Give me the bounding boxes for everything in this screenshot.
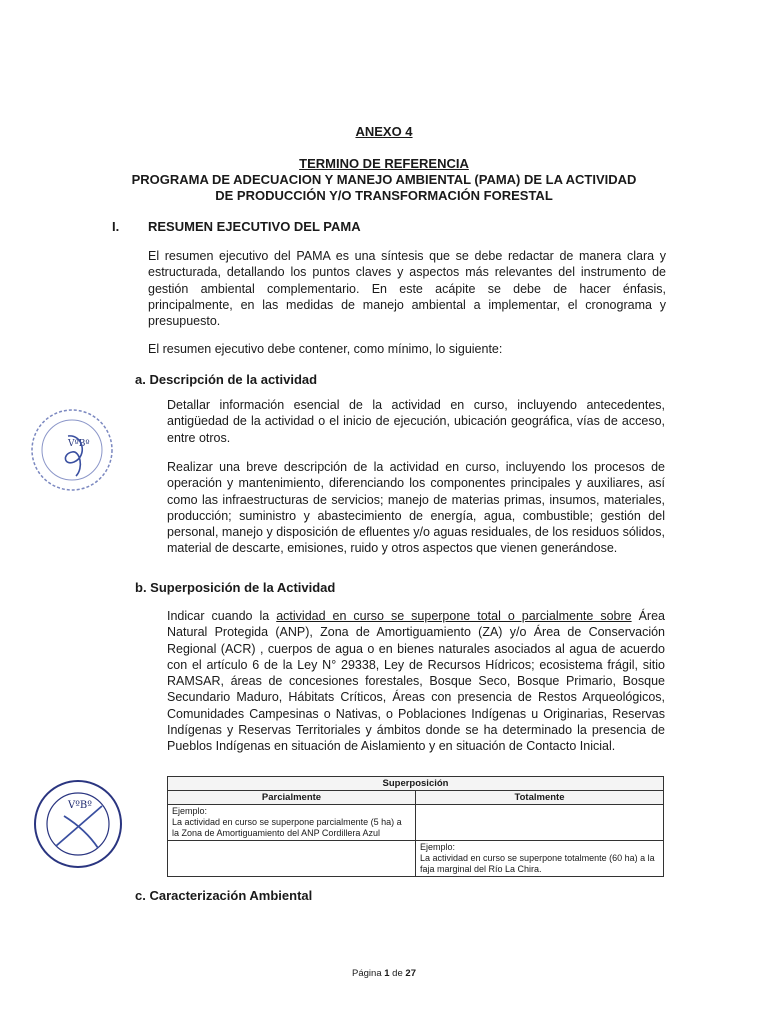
superposition-table: [167, 776, 664, 877]
table-row: [168, 805, 664, 841]
paragraph-text: Área Natural Protegida (ANP), Zona de Amortiguamiento (ZA) y/o Área de Conservación Regional (ACR) , cuerpos de agua o en bienes naturales asociados al agua de acuerdo con el artículo 6 de la Ley N° 29338, Ley de Recursos Hídricos; ecosistema frágil, sitio RAMSAR, áreas de concesiones forestales, Bosque Seco, Bosque Primario, Bosque Secundario Maduro, Hábitats Críticos, Áreas con presencia de Restos Arqueológicos, Comunidades Campesinas o Nativas, o Poblaciones Indígenas u Originarias, Reservas Indígenas y Reservas Territoriales y ámbitos donde se ha determinado la presencia de Pueblos Indígenas en situación de Aislamiento y en situación de Contacto Inicial.: [167, 609, 665, 754]
official-seal-stamp: [28, 406, 116, 494]
table-cell: [416, 805, 664, 841]
section-number: I.: [112, 219, 120, 234]
table-column-header-row: [168, 791, 664, 805]
example-text: La actividad en curso se superpone parcialmente (5 ha) a la Zona de Amortiguamiento del ANP Cordillera Azul: [172, 817, 402, 838]
document-subtitle-line1: PROGRAMA DE ADECUACION Y MANEJO AMBIENTAL (PAMA) DE LA ACTIVIDAD: [131, 172, 637, 187]
column-header-partial: Parcialmente: [168, 791, 416, 805]
annex-title: ANEXO 4: [355, 124, 413, 139]
table-header: Superposición: [168, 777, 664, 791]
current-page: 1: [384, 968, 390, 979]
subsection-a-title: a. Descripción de la actividad: [135, 372, 318, 387]
section-paragraph-1: El resumen ejecutivo del PAMA es una síntesis que se debe redactar de manera clara y estructurada, detallando los puntos claves y aspectos más relevantes del instrumento de gestión ambiental complementario. En este acápite se debe de hacer énfasis, principalmente, en las medidas de manejo ambiental a implementar, el cronograma y presupuesto.: [148, 249, 666, 329]
signature-scribble: [56, 806, 102, 848]
section-paragraph-2: El resumen ejecutivo debe contener, como mínimo, lo siguiente:: [148, 342, 503, 356]
example-label: Ejemplo:: [420, 842, 456, 852]
table-cell: [416, 841, 664, 877]
total-pages: 27: [405, 968, 416, 979]
subsection-b-title: b. Superposición de la Actividad: [135, 580, 336, 595]
table-header-row: [168, 777, 664, 791]
stamp-label: VºBº: [68, 800, 92, 811]
table-row: [168, 841, 664, 877]
example-label: Ejemplo:: [172, 806, 208, 816]
document-subtitle-line2: DE PRODUCCIÓN Y/O TRANSFORMACIÓN FORESTAL: [215, 188, 553, 203]
paragraph-text: Indicar cuando la: [167, 609, 277, 623]
underlined-text: actividad en curso se superpone total o parcialmente sobre: [276, 609, 632, 623]
footer-text: Página: [352, 968, 385, 979]
tor-title: TERMINO DE REFERENCIA: [299, 156, 469, 171]
stamp-label: VºBº: [68, 439, 90, 449]
subsection-c-title: c. Caracterización Ambiental: [135, 888, 313, 903]
subsection-a-paragraph-2: Realizar una breve descripción de la actividad en curso, incluyendo los procesos de operación y mantenimiento, diferenciando los componentes principales y auxiliares, así como las infraestructuras de servicios; manejo de materias primas, insumos, materiales, producción; suministro y abastecimiento de energía, agua, combustible; gestión del personal, manejo y disposición de efluentes y/o aguas residuales, de los residuos sólidos, material de descarte, emisiones, ruido y otros aspectos que vienen generándose.: [167, 460, 665, 556]
page-footer: [0, 968, 768, 979]
official-seal-stamp: [30, 776, 126, 872]
subsection-b-paragraph: [167, 608, 665, 755]
section-title: RESUMEN EJECUTIVO DEL PAMA: [148, 219, 361, 234]
example-text: La actividad en curso se superpone totalmente (60 ha) a la faja marginal del Río La Chira.: [420, 853, 655, 874]
footer-text: de: [389, 968, 406, 979]
table-cell: [168, 805, 416, 841]
column-header-total: Totalmente: [416, 791, 664, 805]
subsection-a-paragraph-1: Detallar información esencial de la actividad en curso, incluyendo antecedentes, antigüedad de la actividad o el inicio de ejecución, ubicación geográfica, vías de acceso, entre otros.: [167, 398, 665, 445]
table-cell: [168, 841, 416, 877]
